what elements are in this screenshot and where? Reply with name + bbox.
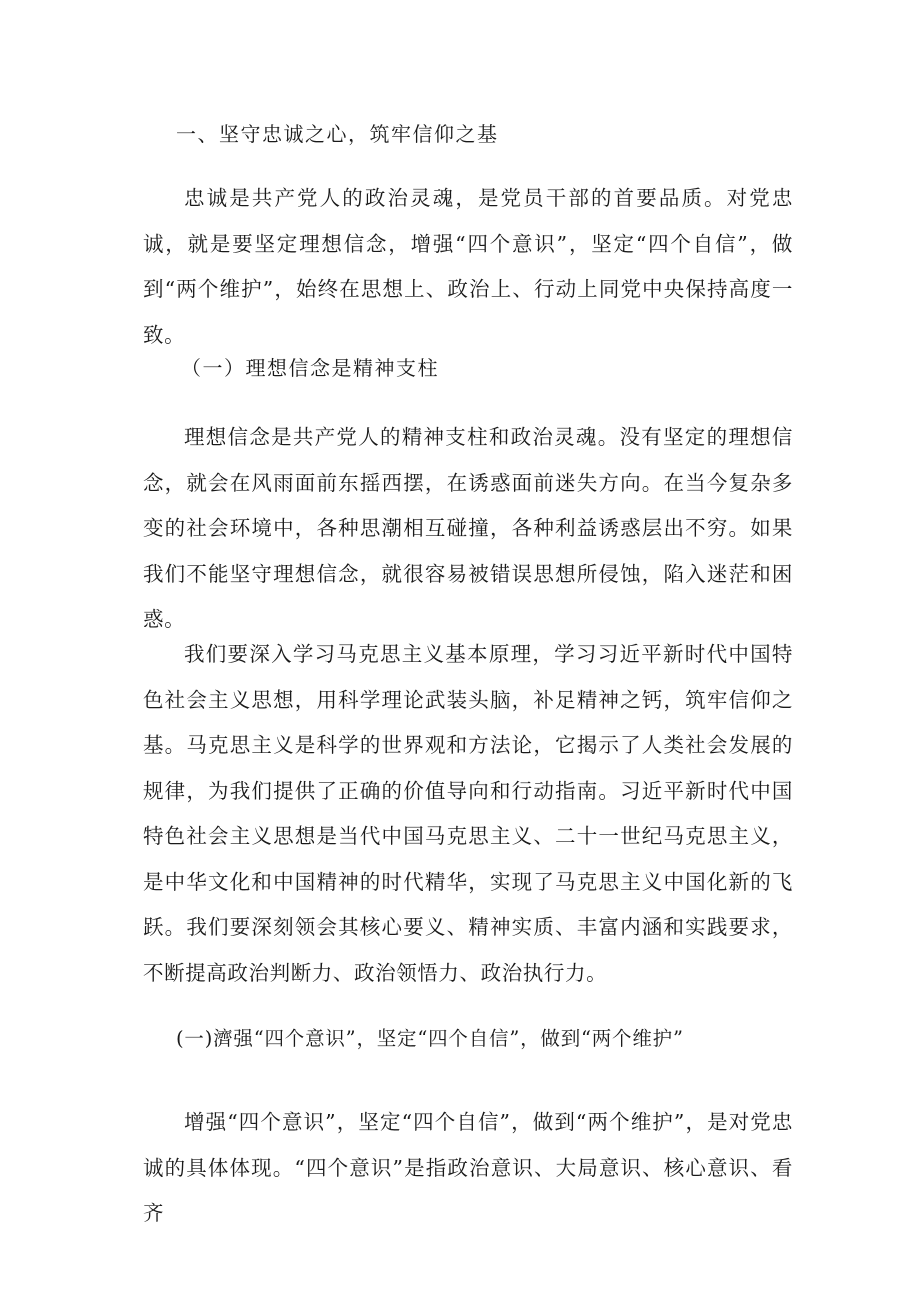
subsection-heading: (一)濟强“四个意识”，坚定“四个自信”，做到“两个维护” xyxy=(176,1027,684,1050)
subsection-heading: （一）理想信念是精神支柱 xyxy=(181,356,439,380)
paragraph: 理想信念是共产党人的精神支柱和政治灵魂。没有坚定的理想信念，就会在风雨面前东摇西摆，在诱惑面前迷失方向。在当今复杂多变的社会环境中，各种思潮相互碰撞，各种利益诱惑层出不穷。如果我们不能坚守理想信念，就很容易被错误思想所侵蚀，陷入迷茫和困惑。 xyxy=(143,425,793,631)
section-heading: 一、坚守忠诚之心，筑牢信仰之基 xyxy=(176,122,499,146)
paragraph: 我们要深入学习马克思主义基本原理，学习习近平新时代中国特色社会主义思想，用科学理论武装头脑，补足精神之钙，筑牢信仰之基。马克思主义是科学的世界观和方法论，它揭示了人类社会发展的规律，为我们提供了正确的价值导向和行动指南。习近平新时代中国特色社会主义思想是当代中国马克思主义、二十一世纪马克思主义，是中华文化和中国精神的时代精华，实现了马克思主义中国化新的飞跃。我们要深刻领会其核心要义、精神实质、丰富内涵和实践要求，不断提高政治判断力、政治领悟力、政治执行力。 xyxy=(143,642,793,985)
paragraph: 忠诚是共产党人的政治灵魂，是党员干部的首要品质。对党忠诚，就是要坚定理想信念，增强“四个意识”，坚定“四个自信”，做到“两个维护”，始终在思想上、政治上、行动上同党中央保持高度一致。 xyxy=(143,186,793,347)
paragraph: 增强“四个意识”，坚定“四个自信”，做到“两个维护”，是对党忠诚的具体体现。“四个意识”是指政治意识、大局意识、核心意识、看齐 xyxy=(143,1110,793,1225)
